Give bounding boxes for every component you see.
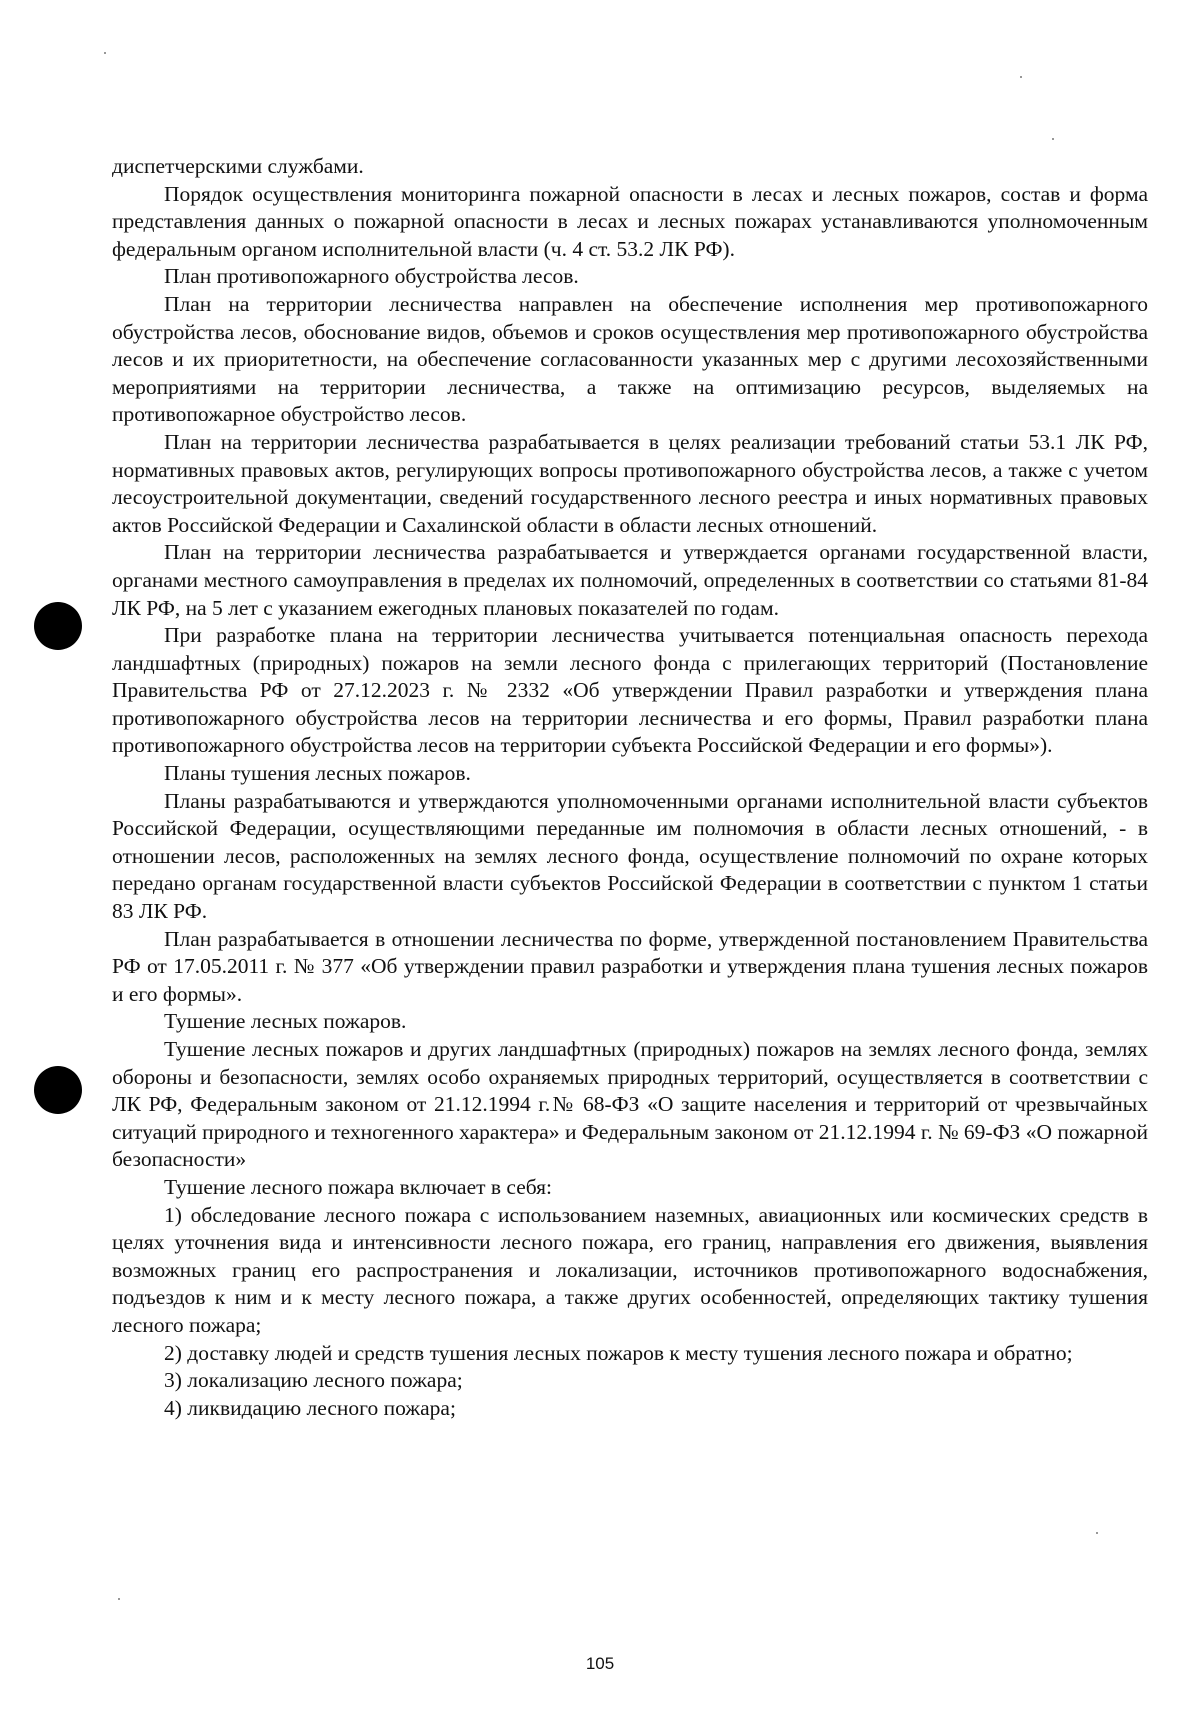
punch-hole-bottom xyxy=(34,1066,82,1114)
scan-speck xyxy=(1052,138,1054,140)
scan-speck xyxy=(118,1598,120,1600)
section-heading: Тушение лесных пожаров. xyxy=(164,1009,407,1034)
paragraph: Порядок осуществления мониторинга пожарной опасности в лесах и лесных пожаров, состав и форма представления данных о пожарной опасности в лесах и лесных пожарах устанавливаются уполномоченным федеральным органом исполнительной власти (ч. 4 ст. 53.2 ЛК РФ). xyxy=(112,181,1148,261)
list-item: 4) ликвидацию лесного пожара; xyxy=(164,1395,456,1420)
punch-hole-top xyxy=(34,602,82,650)
page-number: 105 xyxy=(585,1654,615,1673)
paragraph: План разрабатывается в отношении лесничества по форме, утвержденной постановлением Правительства РФ от 17.05.2011 г. № 377 «Об утверждении правил разработки и утверждения плана тушения лесных пожаров и его формы». xyxy=(112,926,1148,1006)
paragraph: При разработке плана на территории лесничества учитывается потенциальная опасность перехода ландшафтных (природных) пожаров на земли лесного фонда с прилегающих территорий (Постановление Правительства РФ от 27.12.2023 г. № 2332 «Об утверждении Правил разработки и утверждения плана противопожарного обустройства лесов на территории лесничества и его формы, Правил разработки плана противопожарного обустройства лесов на территории субъекта Российской Федерации и его формы»). xyxy=(112,623,1148,758)
list-item: 1) обследование лесного пожара с использованием наземных, авиационных или космических средств в целях уточнения вида и интенсивности лесного пожара, его границ, направления его движения, выявления возможных границ его распространения и локализации, источников противопожарного водоснабжения, подъездов к ним и к месту лесного пожара, а также других особенностей, определяющих тактику тушения лесного пожара; xyxy=(112,1202,1148,1337)
paragraph: Тушение лесных пожаров и других ландшафтных (природных) пожаров на землях лесного фонда, землях обороны и безопасности, землях особо охраняемых природных территорий, осуществляется в соответствии с ЛК РФ, Федеральным законом от 21.12.1994 г.№ 68-ФЗ «О защите населения и территорий от чрезвычайных ситуаций природного и техногенного характера» и Федеральным законом от 21.12.1994 г. № 69-ФЗ «О пожарной безопасности» xyxy=(112,1037,1148,1172)
paragraph: Планы разрабатываются и утверждаются уполномоченными органами исполнительной власти субъектов Российской Федерации, осуществляющими переданные им полномочия в области лесных отношений, - в отношении лесов, расположенных на землях лесного фонда, осуществление полномочий по охране которых передано органам государственной власти субъектов Российской Федерации в соответствии с пунктом 1 статьи 83 ЛК РФ. xyxy=(112,788,1148,924)
scan-speck xyxy=(104,52,106,54)
section-heading: Планы тушения лесных пожаров. xyxy=(164,761,471,786)
paragraph: План на территории лесничества разрабатывается в целях реализации требований статьи 53.1 ЛК РФ, нормативных правовых актов, регулирующих вопросы противопожарного обустройства лесов, а также с учетом лесоустроительной документации, сведений государственного лесного реестра и иных нормативных правовых актов Российской Федерации и Сахалинской области в области лесных отношений. xyxy=(112,429,1148,537)
list-item: 3) локализацию лесного пожара; xyxy=(164,1368,463,1393)
paragraph: Тушение лесного пожара включает в себя: xyxy=(164,1174,553,1199)
body-text xyxy=(112,153,1148,1422)
paragraph: План на территории лесничества разрабатывается и утверждается органами государственной власти, органами местного самоуправления в пределах их полномочий, определенных в соответствии со статьями 81-84 ЛК РФ, на 5 лет с указанием ежегодных плановых показателей по годам. xyxy=(112,540,1148,620)
paragraph: План на территории лесничества направлен на обеспечение исполнения мер противопожарного обустройства лесов, обоснование видов, объемов и сроков осуществления мер противопожарного обустройства лесов и их приоритетности, на обеспечение согласованности указанных мер с другими лесохозяйственными мероприятиями на территории лесничества, а также на оптимизацию ресурсов, выделяемых на противопожарное обустройство лесов. xyxy=(112,291,1148,427)
paragraph: диспетчерскими службами. xyxy=(112,154,364,178)
scan-speck xyxy=(1096,1532,1098,1534)
list-item: 2) доставку людей и средств тушения лесных пожаров к месту тушения лесного пожара и обратно; xyxy=(164,1340,1073,1365)
section-heading: План противопожарного обустройства лесов. xyxy=(164,264,579,289)
scan-speck xyxy=(1020,76,1022,78)
